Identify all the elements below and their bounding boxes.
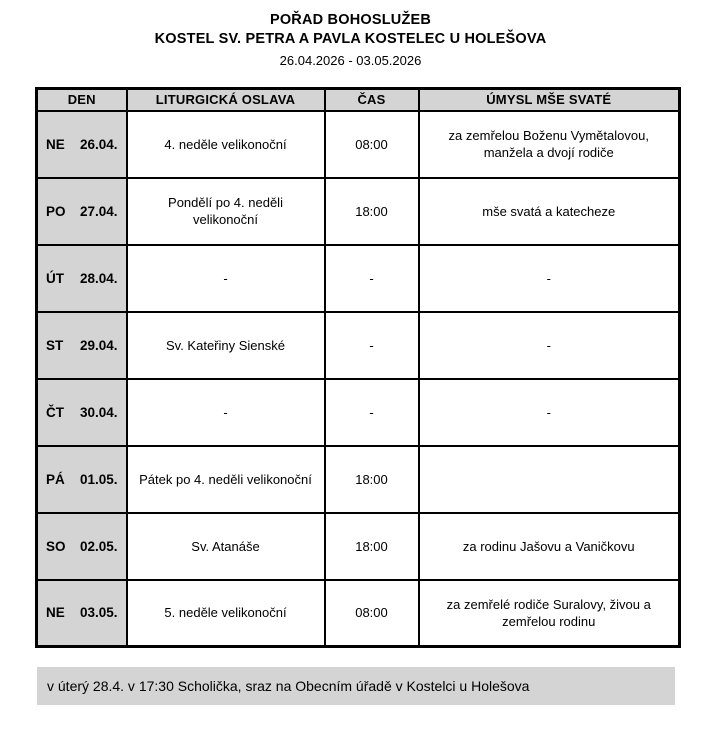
footer-note-text: v úterý 28.4. v 17:30 Scholička, sraz na Obecním úřadě v Kostelci u Holešova bbox=[47, 678, 530, 694]
day-cell bbox=[37, 178, 127, 245]
day-cell bbox=[37, 513, 127, 580]
intention-cell: - bbox=[419, 312, 680, 379]
day-abbrev: NE bbox=[46, 605, 65, 621]
intention-cell: za rodinu Jašovu a Vaničkovu bbox=[419, 513, 680, 580]
table-row bbox=[37, 245, 680, 312]
day-abbrev: ÚT bbox=[46, 270, 64, 286]
day-date: 29.04. bbox=[79, 337, 118, 353]
column-header-celebration: LITURGICKÁ OSLAVA bbox=[127, 89, 325, 111]
time-cell: - bbox=[325, 312, 419, 379]
day-abbrev: NE bbox=[46, 136, 65, 152]
table-row bbox=[37, 513, 680, 580]
day-cell bbox=[37, 379, 127, 446]
column-header-intention: ÚMYSL MŠE SVATÉ bbox=[419, 89, 680, 111]
day-date: 27.04. bbox=[79, 203, 118, 219]
table-row bbox=[37, 312, 680, 379]
day-cell bbox=[37, 312, 127, 379]
celebration-cell: Sv. Kateřiny Sienské bbox=[127, 312, 325, 379]
celebration-cell: Sv. Atanáše bbox=[127, 513, 325, 580]
celebration-cell: - bbox=[127, 379, 325, 446]
day-date: 28.04. bbox=[79, 270, 118, 286]
celebration-cell: 5. neděle velikonoční bbox=[127, 580, 325, 647]
day-abbrev: ČT bbox=[46, 404, 64, 420]
table-row bbox=[37, 178, 680, 245]
time-cell: 18:00 bbox=[325, 513, 419, 580]
intention-cell: - bbox=[419, 379, 680, 446]
intention-cell: za zemřelé rodiče Suralovy, živou a zemřelou rodinu bbox=[419, 580, 680, 647]
day-date: 02.05. bbox=[79, 538, 118, 554]
table-row bbox=[37, 379, 680, 446]
time-cell: 18:00 bbox=[325, 446, 419, 513]
content-area bbox=[35, 87, 678, 705]
celebration-cell: 4. neděle velikonoční bbox=[127, 111, 325, 178]
celebration-cell: Pondělí po 4. neděli velikonoční bbox=[127, 178, 325, 245]
celebration-cell: - bbox=[127, 245, 325, 312]
day-abbrev: PÁ bbox=[46, 471, 65, 487]
celebration-cell: Pátek po 4. neděli velikonoční bbox=[127, 446, 325, 513]
church-name: KOSTEL SV. PETRA A PAVLA KOSTELEC U HOLEŠOVA bbox=[154, 31, 547, 47]
time-cell: 08:00 bbox=[325, 580, 419, 647]
date-range: 26.04.2026 - 03.05.2026 bbox=[279, 53, 422, 68]
intention-cell bbox=[419, 446, 680, 513]
day-date: 01.05. bbox=[79, 471, 118, 487]
intention-cell: za zemřelou Boženu Vymětalovou, manžela a dvojí rodiče bbox=[419, 111, 680, 178]
time-cell: 08:00 bbox=[325, 111, 419, 178]
column-header-time: ČAS bbox=[325, 89, 419, 111]
time-cell: - bbox=[325, 245, 419, 312]
intention-cell: mše svatá a katecheze bbox=[419, 178, 680, 245]
table-row bbox=[37, 111, 680, 178]
intention-cell: - bbox=[419, 245, 680, 312]
day-cell bbox=[37, 111, 127, 178]
table-header-row bbox=[37, 89, 680, 111]
day-date: 30.04. bbox=[79, 404, 118, 420]
day-date: 03.05. bbox=[79, 605, 118, 621]
day-date: 26.04. bbox=[79, 136, 118, 152]
table-row bbox=[37, 446, 680, 513]
day-cell bbox=[37, 245, 127, 312]
day-abbrev: SO bbox=[46, 538, 66, 554]
time-cell: 18:00 bbox=[325, 178, 419, 245]
day-cell bbox=[37, 580, 127, 647]
column-header-day: DEN bbox=[37, 89, 127, 111]
schedule-table bbox=[35, 87, 681, 648]
day-cell bbox=[37, 446, 127, 513]
table-row bbox=[37, 580, 680, 647]
footer-note bbox=[37, 667, 675, 705]
day-abbrev: PO bbox=[46, 203, 66, 219]
title-block bbox=[0, 0, 701, 70]
day-abbrev: ST bbox=[46, 337, 64, 353]
page-title: POŘAD BOHOSLUŽEB bbox=[269, 12, 432, 28]
time-cell: - bbox=[325, 379, 419, 446]
